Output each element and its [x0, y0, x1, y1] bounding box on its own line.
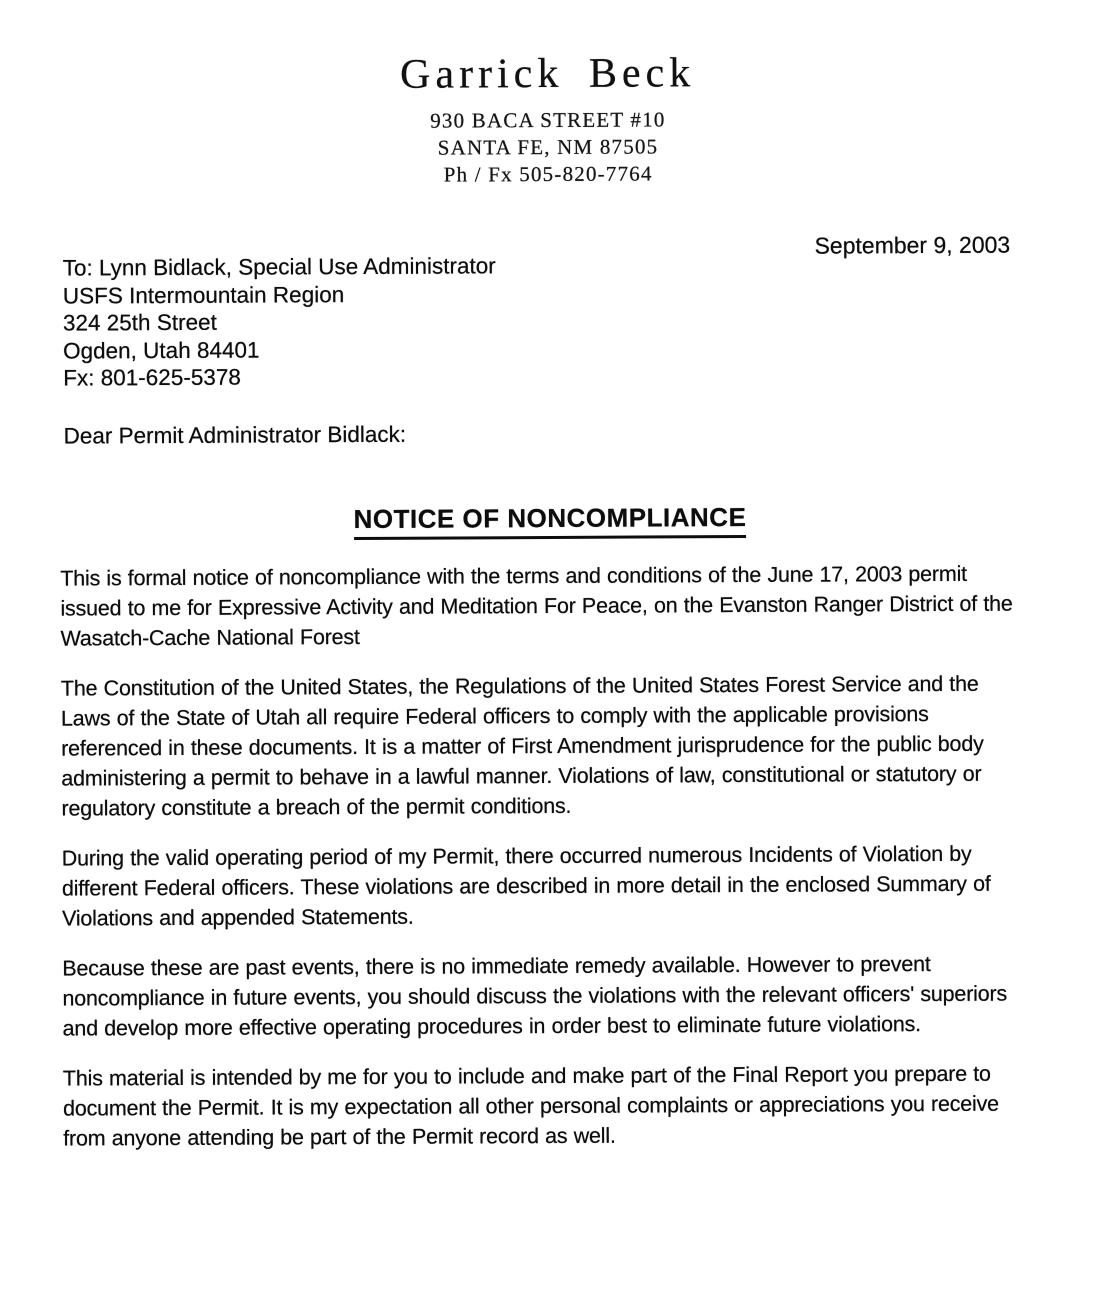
body-paragraph-2: The Constitution of the United States, the Regulations of the United States Forest Service and the Laws of the State of Utah all require Federal officers to comply with the applicable provisions referenced in these documents. It is a matter of First Amendment jurisprudence for the public body administering a permit to behave in a lawful manner. Violations of law, constitutional or statutory or regulatory constitute a breach of the permit conditions.: [60, 671, 984, 821]
letter-date: September 9, 2003: [814, 231, 1011, 259]
body-paragraph-5: This material is intended by me for you to include and make part of the Final Report you prepare to document the Permit. It is my expectation all other personal complaints or appreciations you receive from anyone attending be part of the Permit record as well.: [62, 1061, 999, 1151]
letter-body: [60, 559, 1021, 1174]
recipient-city-state-zip: Ogden, Utah 84401: [63, 337, 260, 364]
notice-heading-text: NOTICE OF NONCOMPLIANCE: [353, 502, 746, 540]
recipient-name-title: To: Lynn Bidlack, Special Use Administrator: [62, 253, 496, 281]
letterhead-city-state-zip: SANTA FE, NM 87505: [437, 134, 659, 160]
notice-heading: [0, 500, 1100, 542]
letterhead-street: 930 BACA STREET #10: [430, 107, 666, 133]
recipient-fax: Fx: 801-625-5378: [63, 364, 241, 391]
body-paragraph-3: During the valid operating period of my Permit, there occurred numerous Incidents of Violation by different Federal officers. These violations are described in more detail in the enclosed Summary of Violations and appended Statements.: [61, 841, 991, 931]
letterhead-name: Garrick Beck: [399, 50, 696, 98]
body-paragraph-4: Because these are past events, there is no immediate remedy available. However to prevent noncompliance in future events, you should discuss the violations with the relevant officers' superiors and develop more effective operating procedures in order best to eliminate future violations.: [62, 952, 1008, 1041]
letterhead-address: [0, 104, 1098, 191]
recipient-block: [63, 252, 497, 392]
salutation: Dear Permit Administrator Bidlack:: [63, 421, 407, 449]
body-paragraph-1: This is formal notice of noncompliance with the terms and conditions of the June 17, 2003 permit issued to me for Expressive Activity and Meditation For Peace, on the Evanston Ranger District of the Wasatch-Cache National Forest: [60, 561, 1013, 651]
letterhead: [0, 47, 1098, 191]
recipient-street: 324 25th Street: [62, 309, 217, 336]
recipient-organization: USFS Intermountain Region: [62, 281, 345, 309]
letterhead-phone-fax: Ph / Fx 505-820-7764: [443, 161, 653, 187]
